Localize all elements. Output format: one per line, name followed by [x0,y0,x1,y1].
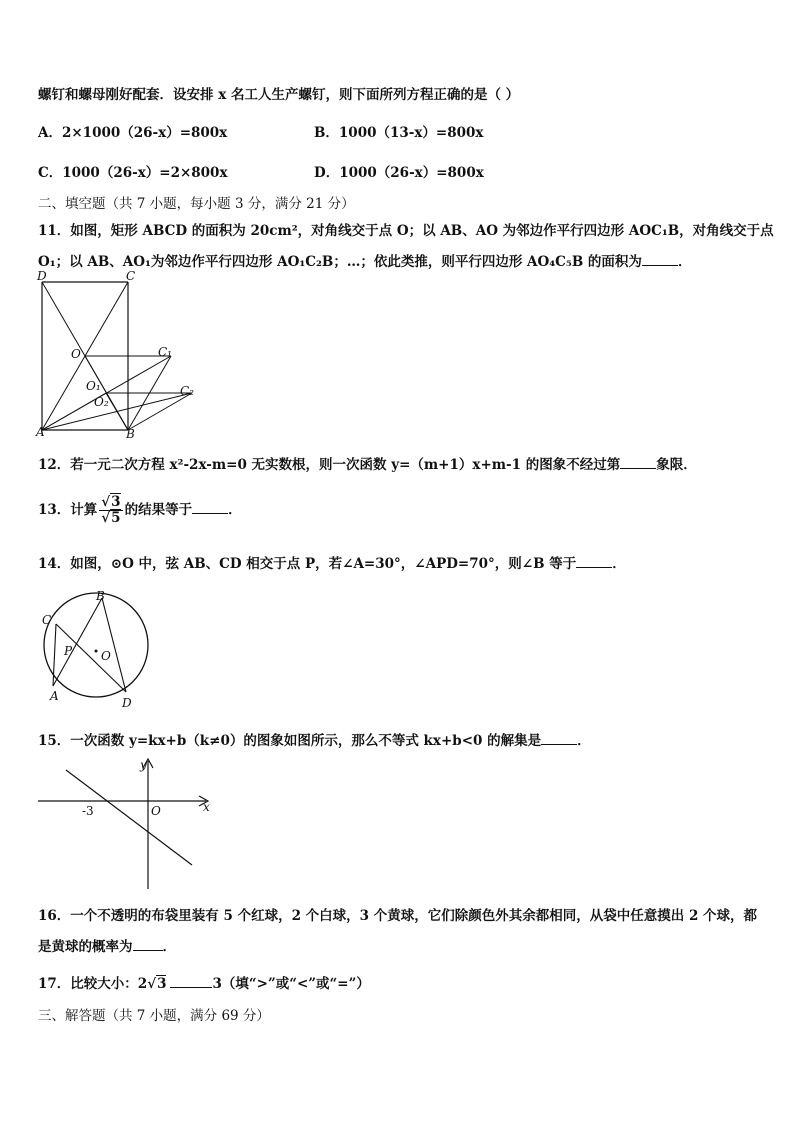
question-15 [38,729,591,749]
question-11-line2 [38,250,691,270]
label-o1: O₁ [86,379,101,393]
question-13-prefix: 13．计算 [38,502,98,518]
option-a: A．2×1000（26-x）=800x [38,125,228,141]
label-c2: C₂ [180,384,194,398]
question-17-prefix: 17．比较大小：2 [38,976,148,992]
label-c: C [126,269,136,283]
label-p: P [64,644,73,658]
question-16-text: 是黄球的概率为 [38,939,133,955]
question-16-line2 [38,935,176,955]
question-14-text: 14．如图，⊙O 中，弦 AB、CD 相交于点 P，若∠A=30°，∠APD=70°，则∠B 等于 [38,556,577,572]
question-17: 17．比较大小：2√3 3（填“>”或“<”或“=”） [38,976,370,992]
figure-circle [38,588,168,713]
question-11-line1: 11．如图，矩形 ABCD 的面积为 20cm²，对角线交于点 O；以 AB、AO 为邻边作平行四边形 AOC₁B，对角线交于点 [38,223,774,239]
section-2-heading: 二、填空题（共 7 小题，每小题 3 分，满分 21 分） [38,196,355,212]
question-14 [38,552,626,572]
option-c: C．1000（26-x）=2×800x [38,165,228,181]
answer-blank [192,501,228,514]
radicand: 3 [157,976,167,992]
question-16-end: ． [162,939,176,955]
answer-blank [133,938,163,951]
answer-blank [576,555,612,568]
label-b: B [126,427,135,441]
tick-label: -3 [82,804,94,818]
question-11-end: ． [677,254,692,270]
question-10-tail: 螺钉和螺母刚好配套．设安排 x 名工人生产螺钉，则下面所列方程正确的是（ ） [38,87,520,103]
fraction-denominator: 5 [111,510,121,526]
question-11-text: O₁；以 AB、AO₁为邻边作平行四边形 AO₁C₂B；…；依此类推，则平行四边形 AO₄C₅B 的面积为 [38,254,642,270]
question-13-end: ． [228,502,242,518]
question-13-suffix: 的结果等于 [124,502,193,518]
label-a: A [50,689,59,703]
label-d: D [37,269,47,283]
label-origin: O [151,804,161,818]
label-d: D [122,696,132,710]
question-17-suffix: 3（填“>”或“<”或“=”） [212,976,370,992]
question-15-text: 15．一次函数 y=kx+b（k≠0）的图象如图所示，那么不等式 kx+b<0 的解集是 [38,733,542,749]
label-c: C [42,613,52,627]
label-x: x [203,800,210,814]
question-14-end: ． [612,556,626,572]
section-3-heading: 三、解答题（共 7 小题，满分 69 分） [38,1008,270,1024]
label-y: y [140,758,147,772]
fraction: $\frac{√3}{√5}$ [101,494,121,526]
question-12-text: 12．若一元二次方程 x²-2x-m=0 无实数根，则一次函数 y=（m+1）x+m-1 的图象不经过第 [38,457,621,473]
question-12 [38,453,697,473]
answer-blank [642,253,678,266]
question-15-end: ． [577,733,591,749]
label-o: O [71,347,81,361]
label-b: B [96,589,105,603]
label-o2: O₂ [94,395,109,409]
answer-blank [541,732,577,745]
label-o: O [101,649,111,663]
option-d: D．1000（26-x）=800x [314,165,484,181]
label-a: A [36,425,45,439]
answer-blank [620,456,656,469]
fraction-numerator: 3 [111,494,121,510]
option-b: B．1000（13-x）=800x [314,125,484,141]
question-12-end: 象限． [656,457,697,473]
figure-linear-graph [36,755,226,890]
question-16-line1: 16．一个不透明的布袋里装有 5 个红球，2 个白球，3 个黄球，它们除颜色外其余都相同，从袋中任意摸出 2 个球，都 [38,908,758,924]
answer-blank [170,975,212,988]
label-c1: C₁ [158,345,172,359]
question-13 [38,490,242,530]
figure-rectangle [36,269,216,444]
